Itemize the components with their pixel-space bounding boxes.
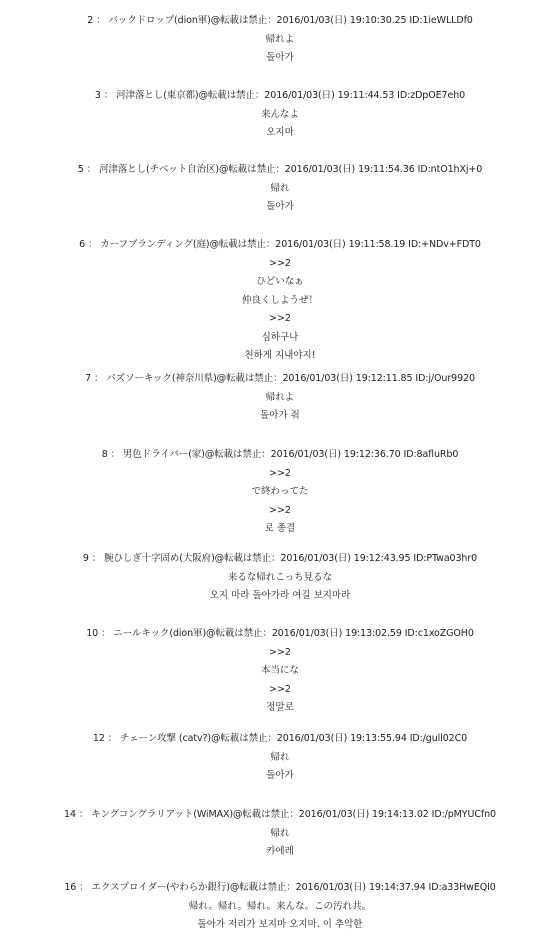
- post-line: 来るな帰れこっち見るな: [227, 571, 333, 583]
- post-line: 돌아가 줘: [260, 410, 300, 421]
- post-line: 帰れ: [270, 182, 290, 194]
- post-line: 仲良くしようぜ！: [241, 294, 318, 306]
- post: [0, 446, 560, 539]
- post-header: 3 ： 河津落とし(東京都)@転載は禁止：2016/01/03(日) 19:11:44.53 ID:zDpOE7eh0: [94, 90, 466, 101]
- post: [0, 550, 560, 606]
- post-line: 친하게 지내야지!: [244, 350, 316, 361]
- post-header: 5 ： 河津落とし(チベット自治区)@転載は禁止：2016/01/03(日) 19:11:54.36 ID:ntO1hXj+0: [77, 164, 483, 175]
- post-line: >>2: [269, 313, 291, 324]
- post: [0, 12, 560, 68]
- post-header: 6 ： カーフブランディング(庭)@転載は禁止：2016/01/03(日) 19:11:58.19 ID:+NDv+FDT0: [79, 239, 481, 250]
- post-line: >>2: [269, 257, 291, 269]
- post-line: 정말로: [266, 702, 294, 713]
- post-line: で終わってた: [251, 486, 309, 497]
- post-line: 帰れよ: [265, 33, 295, 45]
- post-header: 12 ： チェーン攻撃 (catv?)@転載は禁止：2016/01/03(日) 19:13:55.94 ID:/gull02C0: [92, 733, 468, 744]
- post-header: 14 ： キングコングラリアット(WiMAX)@転載は禁止：2016/01/03(日) 19:14:13.02 ID:/pMYUCfn0: [64, 809, 496, 820]
- post: [0, 625, 560, 718]
- post: [0, 161, 560, 217]
- post: [0, 730, 560, 786]
- post-line: 帰れ: [270, 751, 290, 763]
- post: [0, 879, 560, 935]
- post-header: 16 ： エクスプロイダー(やわらか銀行)@転載は禁止：2016/01/03(日) 19:14:37.94 ID:a33HwEQl0: [64, 882, 496, 893]
- post-line: 来んなよ: [260, 108, 299, 120]
- post-line: >>2: [269, 646, 291, 658]
- post-line: ひどいなぁ: [256, 276, 304, 287]
- post-line: 카에레: [266, 846, 294, 857]
- post: [0, 236, 560, 366]
- post: [0, 806, 560, 862]
- post-line: 로 종결: [264, 523, 296, 534]
- post: [0, 370, 560, 426]
- post: [0, 87, 560, 143]
- post-line: 帰れよ: [265, 391, 295, 403]
- post-line: 돌아가: [266, 770, 294, 781]
- post-line: 돌아가 저리가 보지마 오지마. 이 추악한: [197, 919, 363, 930]
- post-line: 帰れ。帰れ。帰れ。来んな。この汚れ共。: [188, 900, 372, 912]
- post-line: 돌아가: [266, 52, 294, 63]
- post-line: 오지 마라 돌아가라 여길 보지마라: [209, 590, 351, 601]
- post-line: 돌아가: [266, 201, 294, 212]
- post-line: >>2: [269, 683, 291, 695]
- post-line: 帰れ: [270, 827, 290, 839]
- post-line: >>2: [269, 504, 291, 516]
- post-line: >>2: [269, 467, 291, 479]
- post-header: 9 ： 腕ひしぎ十字固め(大阪府)@転載は禁止：2016/01/03(日) 19:12:43.95 ID:PTwa03hr0: [82, 553, 478, 564]
- post-header: 2 ： バックドロップ(dion軍)@転載は禁止：2016/01/03(日) 19:10:30.25 ID:1ieWLLDf0: [87, 15, 473, 26]
- post-line: 심하구나: [261, 331, 299, 343]
- post-header: 8 ： 男色ドライバー(家)@転載は禁止：2016/01/03(日) 19:12:36.70 ID:8afluRb0: [101, 449, 459, 460]
- post-line: 오지마: [266, 127, 294, 138]
- post-line: 本当にな: [260, 665, 299, 676]
- post-header: 10 ： ニールキック(dion軍)@転載は禁止：2016/01/03(日) 19:13:02.59 ID:c1xoZGOH0: [86, 628, 474, 639]
- post-header: 7 ： パズソーキック(神奈川県)@転載は禁止：2016/01/03(日) 19:12:11.85 ID:j/Our9920: [85, 373, 475, 384]
